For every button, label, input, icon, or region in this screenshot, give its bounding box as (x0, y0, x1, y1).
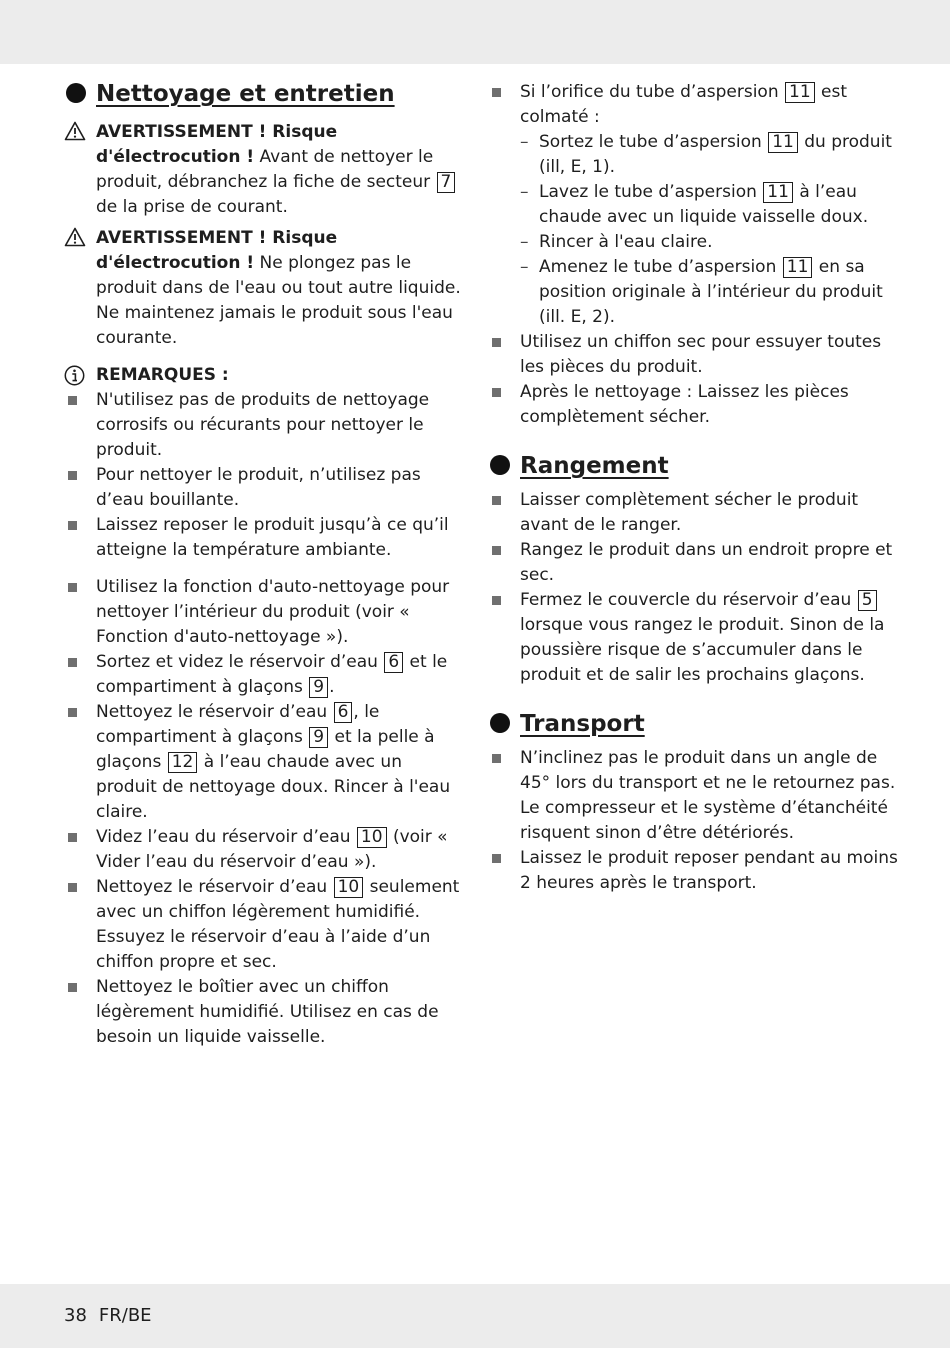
transport-list (488, 746, 898, 896)
part-ref: 9 (309, 677, 328, 698)
sub-list-item: – Sortez le tube d’aspersion 11 du produit (ill, E, 1). (520, 130, 898, 180)
warning-triangle-icon (64, 227, 86, 247)
page-footer (64, 1304, 164, 1328)
sub-list-item: – Lavez le tube d’aspersion 11 à l’eau chaude avec un liquide vaisselle doux. (520, 180, 898, 230)
warning-triangle-icon (64, 121, 86, 141)
part-ref: 11 (768, 132, 798, 153)
part-ref: 7 (437, 172, 456, 193)
list-item: Nettoyez le réservoir d’eau 6 , le compartiment à glaçons 9 et la pelle à glaçons 12 à l’eau chaude avec un produit de nettoyage doux. Rincer à l'eau claire. (64, 700, 464, 825)
list-item: Rangez le produit dans un endroit propre et sec. (488, 538, 898, 588)
list-item: Laissez le produit reposer pendant au moins 2 heures après le transport. (488, 846, 898, 896)
heading-bullet-icon (66, 83, 86, 103)
part-ref: 11 (763, 182, 793, 203)
part-ref: 10 (357, 827, 387, 848)
list-item: Fermez le couvercle du réservoir d’eau 5 lorsque vous rangez le produit. Sinon de la poussière risque de s’accumuler dans le produit et de salir les prochains glaçons. (488, 588, 898, 688)
nozzle-list (488, 80, 898, 430)
section-heading-storage: Rangement (488, 452, 898, 480)
notes-list (64, 388, 464, 563)
list-item: Sortez et videz le réservoir d’eau 6 et le compartiment à glaçons 9 . (64, 650, 464, 700)
cleaning-steps-list (64, 575, 464, 1050)
part-ref: 11 (783, 257, 813, 278)
notes-heading: REMARQUES : (64, 363, 464, 388)
info-circle-icon (64, 365, 85, 386)
nozzle-sublist (520, 130, 898, 330)
warning-electrocution-unplug: AVERTISSEMENT ! Risque d'électrocution ! Avant de nettoyer le produit, débranchez la fiche de secteur 7 de la prise de courant. (64, 120, 464, 220)
heading-bullet-icon (490, 455, 510, 475)
list-item: Si l’orifice du tube d’aspersion 11 est colmaté : – Sortez le tube d’aspersion 11 du produit (ill, E, 1). – Lavez le tube d’aspersion 11 à l’eau chaude avec un liquide vaisselle doux. – Rincer à l'eau claire. – Amenez le tube d’aspersion 11 en sa position originale à l’intérieur du produit (ill. E, 2). (488, 80, 898, 330)
left-column (64, 80, 464, 1050)
list-item: Utilisez un chiffon sec pour essuyer toutes les pièces du produit. (488, 330, 898, 380)
page-number: 38 (64, 1305, 87, 1326)
storage-list (488, 488, 898, 688)
part-ref: 11 (785, 82, 815, 103)
language-code: FR/BE (98, 1305, 152, 1326)
list-item: Utilisez la fonction d'auto-nettoyage pour nettoyer l’intérieur du produit (voir « Fonction d'auto-nettoyage »). (64, 575, 464, 650)
list-item: N’inclinez pas le produit dans un angle de 45° lors du transport et ne le retournez pas. Le compresseur et le système d’étanchéité risquent sinon d’être détériorés. (488, 746, 898, 846)
list-item: Videz l’eau du réservoir d’eau 10 (voir « Vider l’eau du réservoir d’eau »). (64, 825, 464, 875)
part-ref: 5 (858, 590, 877, 611)
list-item: Nettoyez le boîtier avec un chiffon légèrement humidifié. Utilisez en cas de besoin un liquide vaisselle. (64, 975, 464, 1050)
list-item: Pour nettoyer le produit, n’utilisez pas d’eau bouillante. (64, 463, 464, 513)
top-band (0, 0, 950, 64)
part-ref: 9 (309, 727, 328, 748)
list-item: N'utilisez pas de produits de nettoyage corrosifs ou récurants pour nettoyer le produit. (64, 388, 464, 463)
warning-electrocution-liquid: AVERTISSEMENT ! Risque d'électrocution ! Ne plongez pas le produit dans de l'eau ou tout autre liquide. Ne maintenez jamais le produit sous l'eau courante. (64, 226, 464, 351)
part-ref: 6 (384, 652, 403, 673)
section-heading-transport: Transport (488, 710, 898, 738)
right-column (488, 80, 898, 896)
list-item: Laissez reposer le produit jusqu’à ce qu’il atteigne la température ambiante. (64, 513, 464, 563)
sub-list-item: – Amenez le tube d’aspersion 11 en sa position originale à l’intérieur du produit (ill. E, 2). (520, 255, 898, 330)
part-ref: 6 (334, 702, 353, 723)
list-item: Laisser complètement sécher le produit avant de le ranger. (488, 488, 898, 538)
part-ref: 12 (168, 752, 198, 773)
section-heading-cleaning: Nettoyage et entretien (64, 80, 464, 108)
sub-list-item: – Rincer à l'eau claire. (520, 230, 898, 255)
list-item: Nettoyez le réservoir d’eau 10 seulement avec un chiffon légèrement humidifié. Essuyez le réservoir d’eau à l’aide d’un chiffon propre et sec. (64, 875, 464, 975)
list-item: Après le nettoyage : Laissez les pièces complètement sécher. (488, 380, 898, 430)
part-ref: 10 (334, 877, 364, 898)
heading-bullet-icon (490, 713, 510, 733)
